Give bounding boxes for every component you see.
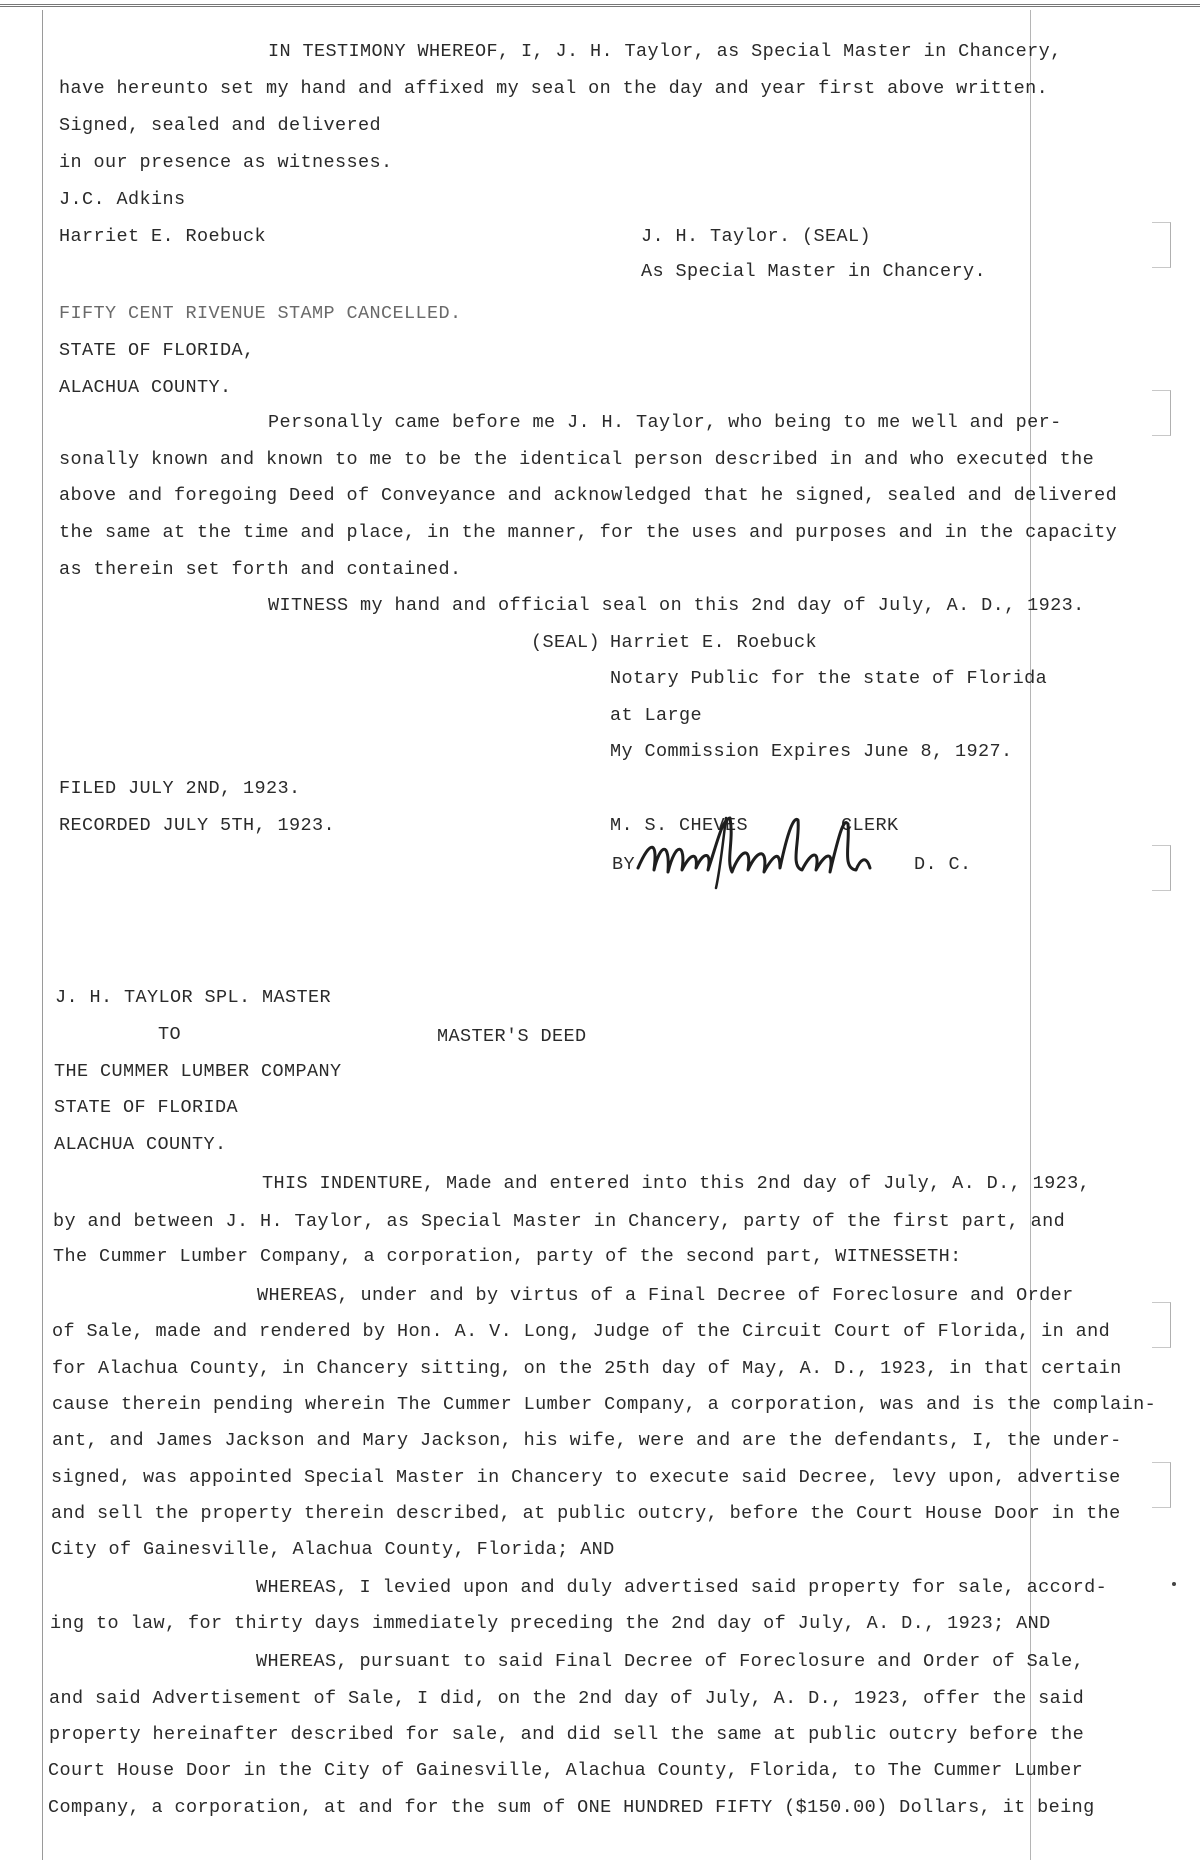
venue-state: STATE OF FLORIDA, — [59, 340, 255, 361]
text-line: signed, was appointed Special Master in Chancery to execute said Decree, levy upon, advertise — [51, 1467, 1121, 1488]
clerk-name: M. S. CHEVES — [610, 815, 749, 836]
text-line: WHEREAS, under and by virtus of a Final Decree of Foreclosure and Order — [257, 1285, 1074, 1306]
caption-to: TO — [158, 1024, 182, 1045]
text-line: the same at the time and place, in the manner, for the uses and purposes and in the capacity — [59, 522, 1118, 543]
text-line: of Sale, made and rendered by Hon. A. V. Long, Judge of the Circuit Court of Florida, in and — [52, 1321, 1111, 1342]
commission-expiry: My Commission Expires June 8, 1927. — [610, 741, 1013, 762]
text-line: Court House Door in the City of Gainesville, Alachua County, Florida, to The Cummer Lumber — [48, 1760, 1084, 1781]
text-line: by and between J. H. Taylor, as Special Master in Chancery, party of the first part, and — [53, 1211, 1066, 1232]
top-border-rule — [0, 4, 1200, 7]
margin-bracket-mark — [1152, 222, 1171, 268]
text-line: Personally came before me J. H. Taylor, who being to me well and per- — [268, 412, 1062, 433]
text-line: ing to law, for thirty days immediately preceding the 2nd day of July, A. D., 1923; AND — [50, 1613, 1051, 1634]
venue-state: STATE OF FLORIDA — [54, 1097, 239, 1118]
text-line: WHEREAS, pursuant to said Final Decree of Foreclosure and Order of Sale, — [256, 1651, 1085, 1672]
grantor-caption: J. H. TAYLOR SPL. MASTER — [55, 987, 332, 1008]
notary-title: at Large — [610, 705, 703, 726]
text-line: The Cummer Lumber Company, a corporation, party of the second part, WITNESSETH: — [53, 1246, 962, 1267]
margin-bracket-mark — [1152, 390, 1171, 436]
text-line: for Alachua County, in Chancery sitting, on the 25th day of May, A. D., 1923, in that certain — [52, 1358, 1122, 1379]
stamp-note: FIFTY CENT RIVENUE STAMP CANCELLED. — [59, 303, 462, 324]
recorded-date: RECORDED JULY 5TH, 1923. — [59, 815, 336, 836]
handwritten-signature — [630, 810, 890, 890]
text-line: WHEREAS, I levied upon and duly advertised said property for sale, accord- — [256, 1577, 1108, 1598]
text-line: sonally known and known to me to be the identical person described in and who executed the — [59, 449, 1095, 470]
filed-date: FILED JULY 2ND, 1923. — [59, 778, 301, 799]
venue-county: ALACHUA COUNTY. — [59, 377, 232, 398]
text-line: Company, a corporation, at and for the sum of ONE HUNDRED FIFTY ($150.00) Dollars, it being — [48, 1797, 1095, 1818]
deputy-clerk-label: D. C. — [914, 854, 972, 875]
notary-title: Notary Public for the state of Florida — [610, 668, 1048, 689]
master-signature-line: J. H. Taylor. (SEAL) — [641, 226, 872, 247]
notary-name: Harriet E. Roebuck — [610, 632, 818, 653]
text-line: property hereinafter described for sale, and did sell the same at public outcry before the — [49, 1724, 1085, 1745]
text-line: City of Gainesville, Alachua County, Florida; AND — [51, 1539, 615, 1560]
margin-bracket-mark — [1152, 1462, 1171, 1508]
witness-name: Harriet E. Roebuck — [59, 226, 267, 247]
text-line: and said Advertisement of Sale, I did, on the 2nd day of July, A. D., 1923, offer the said — [49, 1688, 1085, 1709]
margin-dot-mark — [1172, 1582, 1176, 1586]
text-line: above and foregoing Deed of Conveyance and acknowledged that he signed, sealed and delivered — [59, 485, 1118, 506]
margin-bracket-mark — [1152, 1302, 1171, 1348]
text-line: in our presence as witnesses. — [59, 152, 393, 173]
text-line: THIS INDENTURE, Made and entered into this 2nd day of July, A. D., 1923, — [262, 1173, 1091, 1194]
grantee-caption: THE CUMMER LUMBER COMPANY — [54, 1061, 342, 1082]
text-line: IN TESTIMONY WHEREOF, I, J. H. Taylor, as Special Master in Chancery, — [268, 41, 1062, 62]
by-label: BY — [612, 854, 636, 875]
deed-title: MASTER'S DEED — [437, 1026, 587, 1047]
seal-label: (SEAL) — [531, 632, 601, 653]
text-line: Signed, sealed and delivered — [59, 115, 382, 136]
text-line: ant, and James Jackson and Mary Jackson, his wife, were and are the defendants, I, the under- — [52, 1430, 1122, 1451]
venue-county: ALACHUA COUNTY. — [54, 1134, 227, 1155]
text-line: WITNESS my hand and official seal on this 2nd day of July, A. D., 1923. — [268, 595, 1085, 616]
text-line: have hereunto set my hand and affixed my seal on the day and year first above written. — [59, 78, 1049, 99]
margin-bracket-mark — [1152, 845, 1171, 891]
left-margin-rule — [42, 10, 43, 1860]
text-line: cause therein pending wherein The Cummer Lumber Company, a corporation, was and is the complain- — [52, 1394, 1157, 1415]
clerk-title: CLERK — [841, 815, 899, 836]
witness-name: J.C. Adkins — [59, 189, 186, 210]
master-title: As Special Master in Chancery. — [641, 261, 987, 282]
text-line: and sell the property therein described, at public outcry, before the Court House Door in the — [51, 1503, 1121, 1524]
text-line: as therein set forth and contained. — [59, 559, 462, 580]
